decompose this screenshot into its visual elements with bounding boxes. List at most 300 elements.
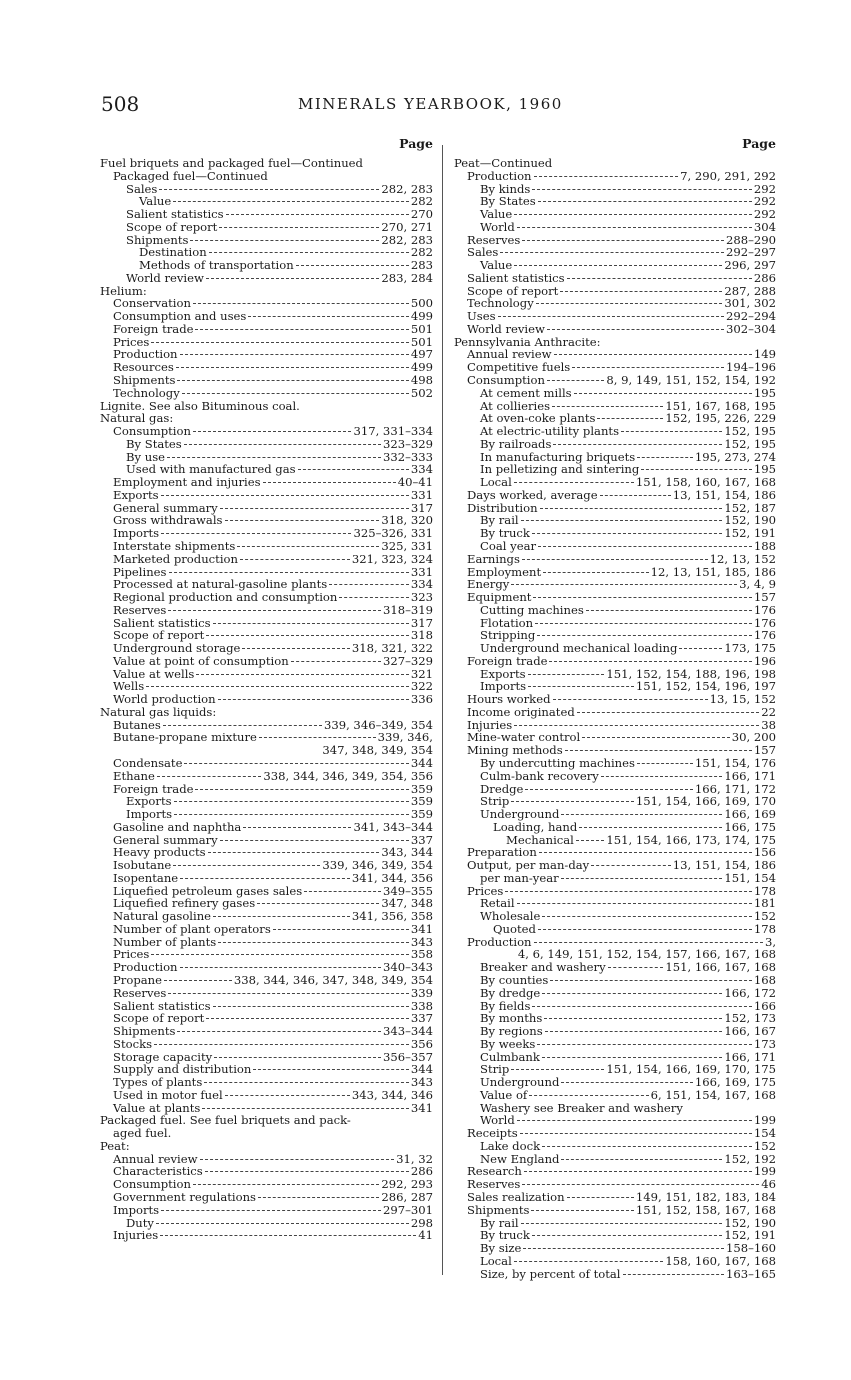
entry-pages: 152, 195, 226, 229 [665, 411, 776, 426]
entry-label: Sales [126, 181, 158, 196]
entry-label: Sales [467, 245, 499, 260]
dot-leader [550, 980, 752, 981]
page-column-label: Page [399, 136, 433, 151]
entry-pages: 196 [753, 653, 776, 668]
entry-label: Foreign trade [467, 653, 548, 668]
entry-label: Loading, hand [493, 819, 578, 834]
dot-leader [565, 750, 752, 751]
entry-label: Ethane [113, 768, 155, 783]
dot-leader [242, 648, 349, 649]
dot-leader [243, 827, 351, 828]
entry-label: aged fuel. [113, 1126, 172, 1141]
dot-leader [521, 1223, 723, 1224]
index-entry [100, 323, 433, 336]
entry-label: Storage capacity [113, 1049, 213, 1064]
entry-pages: 195, 273, 274 [694, 449, 776, 464]
entry-pages: 323–329 [382, 436, 433, 451]
entry-label: Receipts [467, 1126, 518, 1141]
dot-leader [517, 227, 752, 228]
entry-label: Packaged fuel. See fuel briquets and pack- [100, 1113, 351, 1128]
entry-pages: 343, 344 [381, 845, 433, 860]
dot-leader [161, 1210, 381, 1211]
dot-leader [157, 776, 262, 777]
index-entry [100, 489, 433, 502]
entry-label: Scope of report [113, 1011, 205, 1026]
entry-label: Local [480, 1253, 512, 1268]
entry-label: Marketed production [113, 551, 238, 566]
dot-leader [536, 303, 723, 304]
entry-label: Underground [480, 807, 560, 822]
entry-pages: 13, 151, 154, 186 [672, 487, 776, 502]
entry-label: Scope of report [126, 219, 218, 234]
index-entry [100, 553, 433, 566]
entry-label: Mine-water control [467, 730, 581, 745]
index-entry [454, 1089, 776, 1102]
entry-label: Fuel briquets and packaged fuel—Continued [100, 156, 363, 170]
dot-leader [240, 559, 350, 560]
entry-pages: 334 [410, 577, 433, 592]
entry-label: Reserves [113, 602, 167, 617]
index-entry [454, 221, 776, 234]
index-entry [454, 974, 776, 987]
entry-pages: 8, 9, 149, 151, 152, 154, 192 [606, 373, 776, 388]
dot-leader [531, 1210, 633, 1211]
dot-leader [173, 201, 409, 202]
index-entry [100, 208, 433, 221]
index-entry [100, 476, 433, 489]
entry-label: By rail [480, 513, 519, 528]
entry-label: Size, by percent of total [480, 1266, 621, 1281]
entry-label: Foreign trade [113, 781, 194, 796]
entry-pages: 359 [410, 781, 433, 796]
entry-label: Prices [113, 334, 150, 349]
entry-label: Duty [126, 1215, 154, 1230]
index-entry [454, 642, 776, 655]
entry-pages: 341, 344, 356 [351, 870, 433, 885]
entry-pages: 7, 290, 291, 292 [680, 168, 776, 183]
dot-leader [226, 214, 409, 215]
index-entry [454, 553, 776, 566]
dot-leader [641, 469, 752, 470]
entry-pages: 341, 356, 358 [351, 909, 433, 924]
entry-pages: 356–357 [382, 1049, 433, 1064]
index-entry [454, 591, 776, 604]
entry-label: Interstate shipments [113, 538, 236, 553]
entry-label: Consumption [467, 373, 545, 388]
entry-label: Foreign trade [113, 321, 194, 336]
dot-leader [542, 916, 751, 917]
entry-label: Gasoline and naphtha [113, 819, 242, 834]
entry-label: Natural gasoline [113, 909, 212, 924]
dot-leader [253, 1069, 408, 1070]
entry-label: Isobutane [113, 858, 172, 873]
entry-label: Breaker and washery [480, 960, 606, 975]
entry-pages: 317 [410, 500, 433, 515]
entry-pages: 154 [753, 1126, 776, 1141]
index-entry [454, 1140, 776, 1153]
entry-pages: 501 [410, 334, 433, 349]
dot-leader [535, 623, 752, 624]
index-entry [100, 706, 433, 719]
entry-label: Mining methods [467, 743, 563, 758]
entry-pages: 3, [764, 934, 776, 949]
entry-label: By rail [480, 1215, 519, 1230]
dot-leader [538, 546, 752, 547]
entry-pages: 292–297 [725, 245, 776, 260]
entry-label: Employment and injuries [113, 475, 261, 490]
dot-leader [174, 801, 409, 802]
entry-label: Salient statistics [467, 270, 565, 285]
dot-leader [184, 763, 408, 764]
entry-label: Equipment [467, 590, 532, 605]
index-entry [454, 604, 776, 617]
index-entry [454, 757, 776, 770]
entry-label: Days worked, average [467, 487, 598, 502]
entry-label: Annual review [467, 347, 552, 362]
entry-pages: 339, 346, 349, 354 [322, 858, 433, 873]
entry-pages: 288–290 [725, 232, 776, 247]
entry-pages: 181 [753, 896, 776, 911]
index-entry [454, 1025, 776, 1038]
entry-label: Shipments [467, 1202, 530, 1217]
entry-label: Packaged fuel—Continued [113, 168, 268, 183]
entry-pages: 152, 190 [724, 513, 776, 528]
entry-pages: 151, 154, 166, 169, 170 [635, 794, 776, 809]
entry-pages: 41 [418, 1228, 433, 1243]
entry-label: General summary [113, 500, 218, 515]
dot-leader [522, 559, 708, 560]
dot-leader [601, 776, 723, 777]
index-column-left [100, 135, 433, 1242]
dot-leader [258, 1197, 379, 1198]
entry-label: Value at plants [113, 1100, 201, 1115]
entry-label: Salient statistics [113, 615, 211, 630]
entry-label: Reserves [113, 985, 167, 1000]
entry-pages: 158, 160, 167, 168 [665, 1253, 776, 1268]
entry-pages: 149 [753, 347, 776, 362]
index-entry [454, 872, 776, 885]
dot-leader [169, 572, 409, 573]
dot-leader [176, 367, 409, 368]
dot-leader [524, 1171, 752, 1172]
entry-pages: 347, 348, 349, 354 [322, 743, 433, 758]
entry-pages: 176 [753, 628, 776, 643]
index-entry [100, 872, 433, 885]
entry-pages: 195 [753, 385, 776, 400]
entry-label: Production [113, 347, 178, 362]
index-entry [100, 1076, 433, 1089]
index-entry [454, 987, 776, 1000]
index-entry [454, 323, 776, 336]
entry-pages: 292 [753, 207, 776, 222]
entry-pages: 173, 175 [724, 641, 776, 656]
dot-leader [543, 572, 649, 573]
entry-label: Hours worked [467, 692, 551, 707]
dot-leader [163, 725, 322, 726]
entry-label: Dredge [480, 781, 524, 796]
entry-pages: 286, 287 [381, 1190, 433, 1205]
entry-label: Research [467, 1164, 522, 1179]
index-entry [454, 770, 776, 783]
dot-leader [560, 291, 722, 292]
entry-pages: 334 [410, 462, 433, 477]
dot-leader [553, 699, 708, 700]
dot-leader [151, 342, 409, 343]
entry-label: Conservation [113, 296, 191, 311]
entry-pages: 6, 151, 154, 167, 168 [650, 1087, 776, 1102]
dot-leader [540, 508, 723, 509]
dot-leader [521, 520, 723, 521]
entry-pages: 343–344 [382, 1024, 433, 1039]
dot-leader [561, 878, 723, 879]
entry-pages: 341, 343–344 [353, 819, 433, 834]
dot-leader [151, 954, 409, 955]
entry-pages: 151, 152, 154, 188, 196, 198 [606, 666, 776, 681]
entry-label: Heavy products [113, 845, 206, 860]
index-entry [100, 757, 433, 770]
entry-label: Salient statistics [126, 207, 224, 222]
dot-leader [168, 610, 381, 611]
dot-leader [257, 903, 379, 904]
dot-leader [538, 929, 752, 930]
index-entry [454, 489, 776, 502]
entry-label: Peat—Continued [454, 156, 553, 170]
dot-leader [296, 265, 409, 266]
entry-label: Stripping [480, 628, 536, 643]
entry-label: per man-year [480, 870, 559, 885]
index-entry [100, 1025, 433, 1038]
entry-pages: 149, 151, 182, 183, 184 [635, 1190, 776, 1205]
entry-pages: 332–333 [382, 449, 433, 464]
dot-leader [213, 916, 350, 917]
entry-label: Scope of report [467, 283, 559, 298]
entry-label: By size [480, 1241, 522, 1256]
dot-leader [522, 240, 724, 241]
dot-leader [561, 814, 722, 815]
dot-leader [514, 1261, 664, 1262]
entry-pages: 12, 13, 152 [709, 551, 776, 566]
entry-label: By truck [480, 1228, 530, 1243]
entry-pages: 321 [410, 666, 433, 681]
entry-label: Coal year [480, 538, 537, 553]
entry-label: Wells [113, 679, 145, 694]
entry-pages: 339, 346, [377, 730, 433, 745]
index-entry [100, 859, 433, 872]
entry-label: Characteristics [113, 1164, 203, 1179]
index-entry [454, 208, 776, 221]
index-entry [454, 438, 776, 451]
entry-label: Shipments [113, 1024, 176, 1039]
entry-label: Production [467, 168, 532, 183]
entry-pages: 359 [410, 807, 433, 822]
dot-leader [205, 1171, 409, 1172]
entry-label: Reserves [467, 1177, 521, 1192]
entry-label: World [480, 1113, 515, 1128]
index-entry [100, 1191, 433, 1204]
dot-leader [329, 584, 409, 585]
dot-leader [208, 852, 380, 853]
dot-leader [173, 865, 320, 866]
entry-pages: 152, 187 [724, 500, 776, 515]
entry-pages: 282, 283 [381, 232, 433, 247]
entry-pages: 178 [753, 883, 776, 898]
entry-label: Value [480, 207, 513, 222]
entry-label: Butane-propane mixture [113, 730, 257, 745]
entry-pages: 166, 167 [724, 1024, 776, 1039]
entry-label: By counties [480, 973, 549, 987]
entry-label: Retail [480, 896, 515, 911]
dot-leader [582, 737, 729, 738]
entry-label: Consumption [113, 1177, 191, 1192]
entry-pages: 173 [753, 1036, 776, 1051]
index-entry [100, 374, 433, 387]
index-column-right [454, 135, 776, 1280]
entry-label: Culm-bank recovery [480, 768, 599, 783]
dot-leader [196, 674, 409, 675]
dot-leader [220, 508, 409, 509]
dot-leader [579, 827, 722, 828]
entry-label: Resources [113, 360, 174, 375]
index-entry [100, 808, 433, 821]
entry-pages: 339 [410, 985, 433, 1000]
entry-label: Supply and distribution [113, 1062, 252, 1077]
index-entry [454, 387, 776, 400]
entry-pages: 318, 320 [381, 513, 433, 528]
entry-label: Technology [467, 296, 534, 311]
dot-leader [273, 929, 409, 930]
entry-label: Production [113, 960, 178, 975]
dot-leader [304, 891, 381, 892]
entry-label: Flotation [480, 615, 534, 630]
entry-pages: 151, 166, 167, 168 [665, 960, 776, 975]
index-entry [454, 821, 776, 834]
entry-label: Pipelines [113, 564, 167, 579]
entry-pages: 188 [753, 538, 776, 553]
index-entry [100, 923, 433, 936]
entry-label: Imports [113, 526, 160, 541]
entry-pages: 325, 331 [381, 538, 433, 553]
entry-pages: 343, 344, 346 [351, 1087, 433, 1102]
entry-label: Scope of report [113, 628, 205, 643]
dot-leader [193, 431, 351, 432]
index-entry [100, 987, 433, 1000]
entry-label: Value of [480, 1087, 528, 1102]
entry-label: Peat: [100, 1138, 130, 1153]
entry-label: By dredge [480, 985, 541, 1000]
entry-label: New England [480, 1151, 560, 1166]
index-entry [100, 272, 433, 285]
entry-pages: 337 [410, 832, 433, 847]
dot-leader [214, 1057, 381, 1058]
dot-leader [532, 1006, 751, 1007]
entry-label: By regions [480, 1024, 543, 1039]
entry-pages: 22 [761, 704, 776, 719]
dot-leader [637, 763, 693, 764]
index-entry [454, 259, 776, 272]
index-entry [100, 438, 433, 451]
entry-pages: 292 [753, 194, 776, 209]
entry-pages: 336 [410, 692, 433, 707]
entry-pages: 151, 154, 166, 169, 170, 175 [606, 1062, 776, 1077]
dot-leader [218, 942, 409, 943]
dot-leader [511, 801, 634, 802]
entry-pages: 340–343 [382, 960, 433, 975]
dot-leader [511, 1069, 604, 1070]
entry-label: Earnings [467, 551, 520, 566]
dot-leader [156, 1223, 409, 1224]
entry-label: Exports [480, 666, 526, 681]
entry-pages: 40–41 [397, 475, 433, 490]
entry-label: Value [139, 194, 172, 209]
entry-label: Salient statistics [113, 998, 211, 1013]
dot-leader [209, 252, 409, 253]
entry-label: World production [113, 692, 216, 707]
index-entry [100, 387, 433, 400]
entry-label: By weeks [480, 1036, 536, 1051]
index-entry [100, 1127, 433, 1140]
entry-pages: 344 [410, 755, 433, 770]
entry-label: At oven-coke plants [480, 411, 596, 426]
entry-label: World [480, 219, 515, 234]
entry-label: Injuries [467, 717, 513, 732]
index-entry [454, 540, 776, 553]
entry-pages: 296, 297 [724, 258, 776, 273]
dot-leader [213, 623, 409, 624]
entry-pages: 349–355 [382, 883, 433, 898]
index-entry [100, 1204, 433, 1217]
entry-label: Value at point of consumption [113, 653, 289, 668]
dot-leader [206, 278, 379, 279]
entry-pages: 501 [410, 321, 433, 336]
dot-leader [517, 1120, 752, 1121]
entry-pages: 199 [753, 1164, 776, 1179]
entry-label: General summary [113, 832, 218, 847]
dot-leader [549, 661, 751, 662]
entry-pages: 151, 152, 154, 196, 197 [635, 679, 776, 694]
entry-pages: 46 [761, 1177, 776, 1192]
entry-pages: 282, 283 [381, 181, 433, 196]
entry-label: Strip [480, 794, 510, 809]
dot-leader [263, 482, 396, 483]
dot-leader [177, 1031, 380, 1032]
index-entry [454, 655, 776, 668]
dot-leader [542, 1057, 722, 1058]
dot-leader [553, 444, 722, 445]
index-entry-list [100, 157, 433, 1242]
entry-pages: 151, 154, 176 [694, 755, 776, 770]
dot-leader [567, 1197, 634, 1198]
dot-leader [542, 993, 722, 994]
entry-label: Liquefied refinery gases [113, 896, 256, 911]
entry-label: Imports [126, 807, 173, 822]
dot-leader [517, 903, 752, 904]
entry-label: Number of plants [113, 934, 217, 949]
entry-label: Natural gas liquids: [100, 704, 217, 719]
entry-pages: 152, 192 [724, 1151, 776, 1166]
entry-pages: 497 [410, 347, 433, 362]
entry-pages: 13, 15, 152 [709, 692, 776, 707]
entry-label: Lake dock [480, 1138, 541, 1153]
entry-label: Pennsylvania Anthracite: [454, 334, 601, 349]
index-entry [100, 170, 433, 183]
entry-label: Value [480, 258, 513, 273]
entry-pages: 359 [410, 794, 433, 809]
entry-pages: 166, 171 [724, 768, 776, 783]
entry-pages: 321, 323, 324 [351, 551, 433, 566]
entry-label: Number of plant operators [113, 921, 271, 936]
entry-pages: 356 [410, 1036, 433, 1051]
dot-leader [538, 201, 752, 202]
